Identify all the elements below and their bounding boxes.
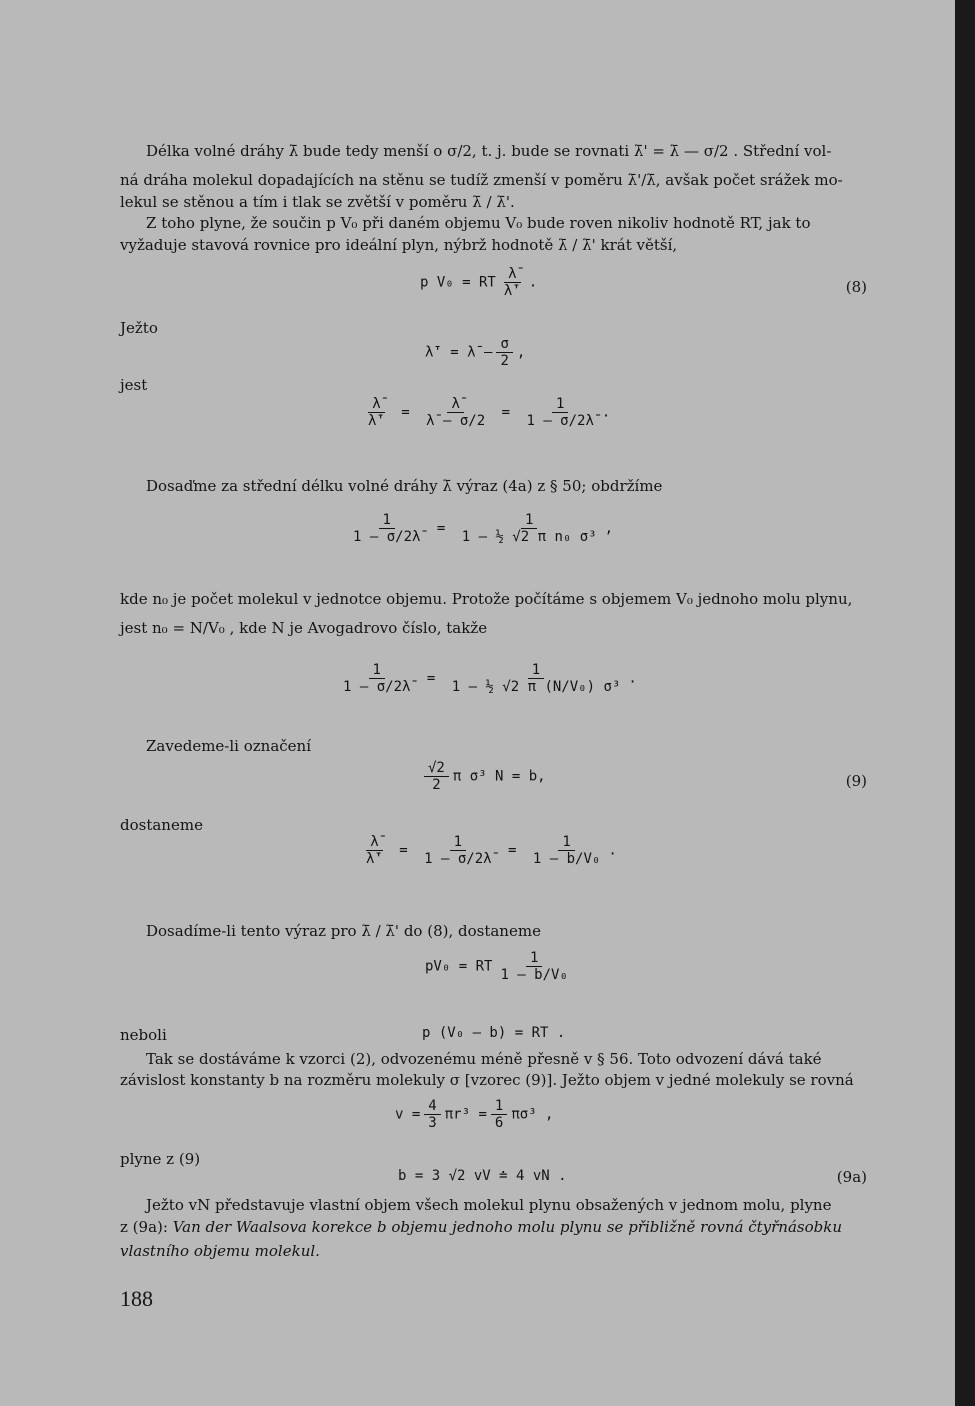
equation-8: p V₀ = RT $\frac{\lambdā}{\lambdā'}$ . (420, 266, 538, 299)
lead-text: Zavedeme-li označení (146, 737, 311, 755)
equation-label: (9a) (836, 1168, 867, 1186)
paragraph-line: Délka volné dráhy λ̄ bude tedy menší o σ/2, t. j. bude se rovnati λ̄' = λ̄ — σ/2 . Střední vol- (146, 142, 832, 160)
equation-substitution: $\frac{1}{1 — \sigma/2\lambdā}$ = $\frac{1}{\text{1 — ½ √2 π n₀ σ³}}$ , (353, 512, 614, 545)
equation-label: (9) (845, 772, 867, 790)
paragraph-line: Z toho plyne, že součin p V₀ při daném objemu V₀ bude roven nikoliv hodnotě RT, jak to (146, 214, 811, 232)
equation-ratio: $\frac{\lambdā}{\lambdā'}$ = $\frac{\lambdā}{\lambdā — \sigma/2}$ = $\frac{1}{1 — \sigma/2\lambdā}$ . (368, 396, 611, 429)
paragraph-line: Dosadíme-li tento výraz pro λ̄ / λ̄' do (8), dostaneme (146, 922, 541, 940)
book-spine-shadow (955, 0, 975, 1406)
lead-text: plyne z (9) (120, 1150, 201, 1168)
equation-avogadro: $\frac{1}{1 — \sigma/2\lambdā}$ = $\frac{1}{\text{1 — ½ √2 π (N/V₀) σ³}}$ . (343, 662, 637, 695)
lead-text: neboli (120, 1026, 167, 1044)
paragraph-line: vlastního objemu molekul. (120, 1242, 320, 1260)
equation-pv: pV₀ = RT $\frac{1}{\text{1 — b/V₀}}$ (425, 950, 568, 983)
paragraph-line: závislost konstanty b na rozměru molekuly σ [vzorec (9)]. Ježto objem v jedné molekuly se rovná (120, 1071, 854, 1089)
paragraph-line: z (9a): Van der Waalsova korekce b objemu jednoho molu plynu se přibližně rovná čtyřnásobku (120, 1218, 842, 1236)
equation-label: (8) (845, 278, 867, 296)
paragraph-line: Ježto vN představuje vlastní objem všech molekul plynu obsažených v jednom molu, plyne (146, 1196, 832, 1214)
paragraph-line: Dosaďme za střední délku volné dráhy λ̄ výraz (4a) z § 50; obdržíme (146, 477, 663, 495)
paragraph-line: vyžaduje stavová rovnice pro ideální plyn, nýbrž hodnotě λ̄ / λ̄' krát větší, (120, 236, 678, 254)
equation-9: $\frac{√2}{2}$ π σ³ N = b, (420, 760, 546, 793)
equation-lambda-prime: λ̄' = λ̄ — $\frac{\sigma}{2}$ , (425, 336, 526, 369)
paragraph-line: Tak se dostáváme k vzorci (2), odvozenému méně přesně v § 56. Toto odvození dává také (146, 1050, 822, 1068)
page-number: 188 (120, 1286, 153, 1311)
equation-9a: b = 3 √2 vV ≐ 4 vN . (398, 1168, 567, 1184)
lead-text: dostaneme (120, 816, 203, 834)
lead-text: jest (120, 376, 148, 394)
paragraph-line: lekul se stěnou a tím i tlak se zvětší v poměru λ̄ / λ̄'. (120, 193, 515, 211)
paragraph-line: kde n₀ je počet molekul v jednotce objemu. Protože počítáme s objemem V₀ jednoho molu plynu, (120, 590, 853, 608)
equation-b-ratio: $\frac{\lambdā}{\lambdā'}$ = $\frac{1}{1 — \sigma/2\lambdā}$ = $\frac{1}{\text{1 — b/V₀}}$ . (366, 834, 617, 867)
paragraph-line: jest n₀ = N/V₀ , kde N je Avogadrovo číslo, takže (120, 619, 488, 637)
paragraph-line: ná dráha molekul dopadajících na stěnu se tudíž zmenší v poměru λ̄'/λ̄, avšak počet srážek mo- (120, 171, 843, 189)
lead-text: Ježto (120, 319, 158, 337)
equation-van-der-waals: p (V₀ — b) = RT . (422, 1025, 566, 1041)
equation-molecule-volume: v = $\frac{4}{3}$ πr³ = $\frac{1}{6}$ πσ³ , (395, 1098, 554, 1131)
